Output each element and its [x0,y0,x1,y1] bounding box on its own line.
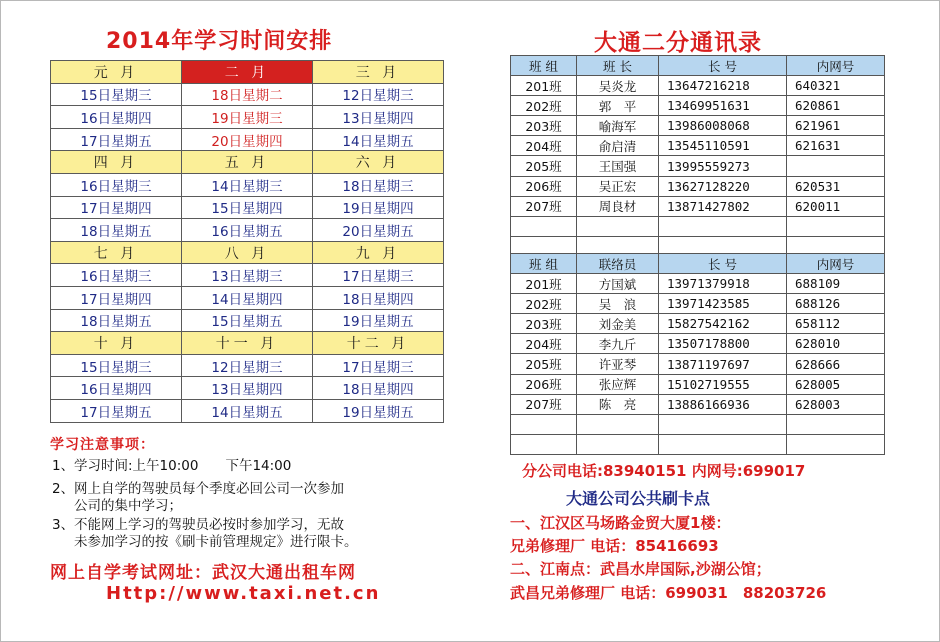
note-text-cont: 公司的集中学习； [74,498,182,514]
schedule-row [51,83,444,106]
schedule-row [51,173,444,196]
directory-cell: 203班 [511,116,577,136]
directory-row [511,414,885,434]
schedule-date: 18日星期二 [182,83,313,106]
month-header: 四 月 [51,151,182,174]
month-header: 二 月 [182,61,313,84]
schedule-date: 17日星期四 [51,286,182,309]
directory-cell [511,216,577,236]
directory-cell: 吴正宏 [577,176,659,196]
directory-header-row [511,56,885,76]
month-header-row [51,332,444,355]
note-item-2 [52,481,344,515]
directory-cell: 204班 [511,136,577,156]
directory-cell [577,434,659,454]
directory-cell: 许亚琴 [577,354,659,374]
directory-cell: 15102719555 [659,374,787,394]
directory-cell: 206班 [511,374,577,394]
website-url[interactable]: Http://www.taxi.net.cn [106,583,381,604]
note-text: 学习时间:上午10:00 下午14:00 [74,458,292,474]
schedule-row [51,264,444,287]
directory-row [511,314,885,334]
directory-cell: 陈 亮 [577,394,659,414]
directory-cell: 201班 [511,76,577,96]
directory-cell: 13995559273 [659,156,787,176]
schedule-date: 15日星期三 [51,354,182,377]
directory-row [511,374,885,394]
directory-cell [577,216,659,236]
directory-cell [659,216,787,236]
schedule-row [51,399,444,422]
month-header: 十 月 [51,332,182,355]
directory-header: 联络员 [577,254,659,274]
directory-cell [787,216,885,236]
liaison-directory-table [510,253,885,455]
schedule-date: 18日星期五 [51,219,182,242]
directory-cell: 13627128220 [659,176,787,196]
month-header-row [51,61,444,84]
directory-cell: 方国斌 [577,274,659,294]
schedule-date: 14日星期五 [182,399,313,422]
month-header-row [51,151,444,174]
directory-cell: 207班 [511,394,577,414]
card-point-1: 一、江汉区马场路金贸大厦1楼： [510,514,731,532]
directory-row [511,96,885,116]
directory-row [511,274,885,294]
schedule-date: 17日星期四 [51,196,182,219]
schedule-date: 13日星期四 [313,106,444,129]
directory-cell: 王国强 [577,156,659,176]
directory-cell [659,414,787,434]
schedule-date: 14日星期五 [313,128,444,151]
schedule-date: 15日星期四 [182,196,313,219]
month-header: 十一 月 [182,332,313,355]
schedule-date: 19日星期四 [313,196,444,219]
schedule-date: 16日星期五 [182,219,313,242]
directory-cell: 640321 [787,76,885,96]
directory-row [511,196,885,216]
note-item-1 [52,458,291,475]
directory-row [511,136,885,156]
directory-header: 内网号 [787,254,885,274]
schedule-row [51,309,444,332]
directory-title: 大通二分通讯录 [594,30,762,56]
card-point-title: 大通公司公共刷卡点 [566,489,711,508]
directory-row [511,434,885,454]
schedule-date: 12日星期三 [182,354,313,377]
schedule-row [51,286,444,309]
schedule-date: 14日星期三 [182,173,313,196]
directory-cell: 13871427802 [659,196,787,216]
directory-cell: 203班 [511,314,577,334]
directory-row [511,294,885,314]
directory-cell: 658112 [787,314,885,334]
directory-cell: 13871197697 [659,354,787,374]
month-header: 七 月 [51,241,182,264]
month-header: 九 月 [313,241,444,264]
note-text: 不能网上学习的驾驶员必按时参加学习，无故 [74,517,344,533]
directory-cell [511,414,577,434]
directory-cell: 620861 [787,96,885,116]
schedule-date: 16日星期三 [51,173,182,196]
schedule-date: 20日星期四 [182,128,313,151]
card-point-2-detail: 武昌兄弟修理厂 电话：699031 88203726 [510,584,827,602]
directory-row [511,156,885,176]
schedule-date: 18日星期四 [313,377,444,400]
month-header: 五 月 [182,151,313,174]
schedule-date: 17日星期三 [313,354,444,377]
directory-cell: 620011 [787,196,885,216]
directory-cell: 刘金美 [577,314,659,334]
directory-cell: 207班 [511,196,577,216]
schedule-table [50,60,444,423]
directory-cell: 俞启清 [577,136,659,156]
directory-header: 班 组 [511,254,577,274]
month-header: 三 月 [313,61,444,84]
directory-cell: 620531 [787,176,885,196]
directory-header: 班 组 [511,56,577,76]
directory-cell: 205班 [511,156,577,176]
directory-cell: 688109 [787,274,885,294]
directory-cell: 202班 [511,294,577,314]
directory-header-row [511,254,885,274]
directory-cell: 688126 [787,294,885,314]
directory-header: 内网号 [787,56,885,76]
directory-cell: 13986008068 [659,116,787,136]
schedule-date: 18日星期五 [51,309,182,332]
schedule-date: 19日星期五 [313,309,444,332]
directory-row [511,176,885,196]
schedule-date: 14日星期四 [182,286,313,309]
schedule-row [51,196,444,219]
directory-cell: 吴炎龙 [577,76,659,96]
directory-row [511,394,885,414]
month-header: 十二 月 [313,332,444,355]
directory-cell: 13971423585 [659,294,787,314]
directory-row [511,354,885,374]
schedule-date: 19日星期五 [313,399,444,422]
schedule-date: 19日星期三 [182,106,313,129]
schedule-date: 17日星期五 [51,399,182,422]
schedule-date: 17日星期五 [51,128,182,151]
note-text-cont: 未参加学习的按《刷卡前管理规定》进行限卡。 [74,534,358,550]
note-number: 3、 [52,517,75,533]
directory-cell: 周良材 [577,196,659,216]
month-header-row [51,241,444,264]
directory-cell [787,434,885,454]
directory-cell [511,434,577,454]
schedule-row [51,219,444,242]
directory-cell: 李九斤 [577,334,659,354]
directory-cell: 13886166936 [659,394,787,414]
directory-row [511,334,885,354]
schedule-title: 2014年学习时间安排 [106,29,333,54]
directory-cell: 郭 平 [577,96,659,116]
schedule-date: 15日星期三 [51,83,182,106]
directory-cell: 13469951631 [659,96,787,116]
card-point-2: 二、江南点：武昌水岸国际,沙湖公馆； [510,560,771,578]
directory-cell: 13647216218 [659,76,787,96]
note-text: 网上自学的驾驶员每个季度必回公司一次参加 [74,481,344,497]
directory-cell: 13545110591 [659,136,787,156]
schedule-row [51,106,444,129]
directory-header: 长 号 [659,254,787,274]
schedule-date: 13日星期四 [182,377,313,400]
schedule-date: 17日星期三 [313,264,444,287]
branch-phone: 分公司电话:83940151 内网号:699017 [522,462,806,480]
directory-header: 班 长 [577,56,659,76]
directory-row [511,116,885,136]
directory-cell: 15827542162 [659,314,787,334]
website-label: 网上自学考试网址：武汉大通出租车网 [50,563,356,583]
month-header: 元 月 [51,61,182,84]
directory-cell: 621961 [787,116,885,136]
schedule-date: 18日星期四 [313,286,444,309]
directory-cell [659,434,787,454]
schedule-date: 16日星期三 [51,264,182,287]
directory-header: 长 号 [659,56,787,76]
note-number: 2、 [52,481,75,497]
schedule-date: 13日星期三 [182,264,313,287]
month-header: 八 月 [182,241,313,264]
directory-cell: 628005 [787,374,885,394]
schedule-row [51,354,444,377]
directory-cell: 628666 [787,354,885,374]
schedule-date: 16日星期四 [51,106,182,129]
directory-cell [577,414,659,434]
directory-cell [787,156,885,176]
directory-cell: 204班 [511,334,577,354]
directory-cell: 206班 [511,176,577,196]
directory-cell: 喻海军 [577,116,659,136]
directory-cell: 13971379918 [659,274,787,294]
schedule-date: 12日星期三 [313,83,444,106]
directory-cell: 吴 浪 [577,294,659,314]
notes-title: 学习注意事项： [50,437,155,453]
note-number: 1、 [52,458,75,474]
directory-cell: 628010 [787,334,885,354]
note-item-3 [52,517,358,551]
schedule-date: 20日星期五 [313,219,444,242]
directory-cell: 202班 [511,96,577,116]
month-header: 六 月 [313,151,444,174]
directory-cell: 13507178800 [659,334,787,354]
card-point-1-detail: 兄弟修理厂 电话：85416693 [510,537,719,555]
schedule-row [51,128,444,151]
schedule-date: 16日星期四 [51,377,182,400]
directory-row [511,76,885,96]
schedule-date: 15日星期五 [182,309,313,332]
schedule-date: 18日星期三 [313,173,444,196]
directory-cell: 201班 [511,274,577,294]
leader-directory-table [510,55,885,257]
directory-cell: 628003 [787,394,885,414]
directory-row [511,216,885,236]
directory-cell: 621631 [787,136,885,156]
schedule-row [51,377,444,400]
directory-cell [787,414,885,434]
directory-cell: 张应辉 [577,374,659,394]
directory-cell: 205班 [511,354,577,374]
